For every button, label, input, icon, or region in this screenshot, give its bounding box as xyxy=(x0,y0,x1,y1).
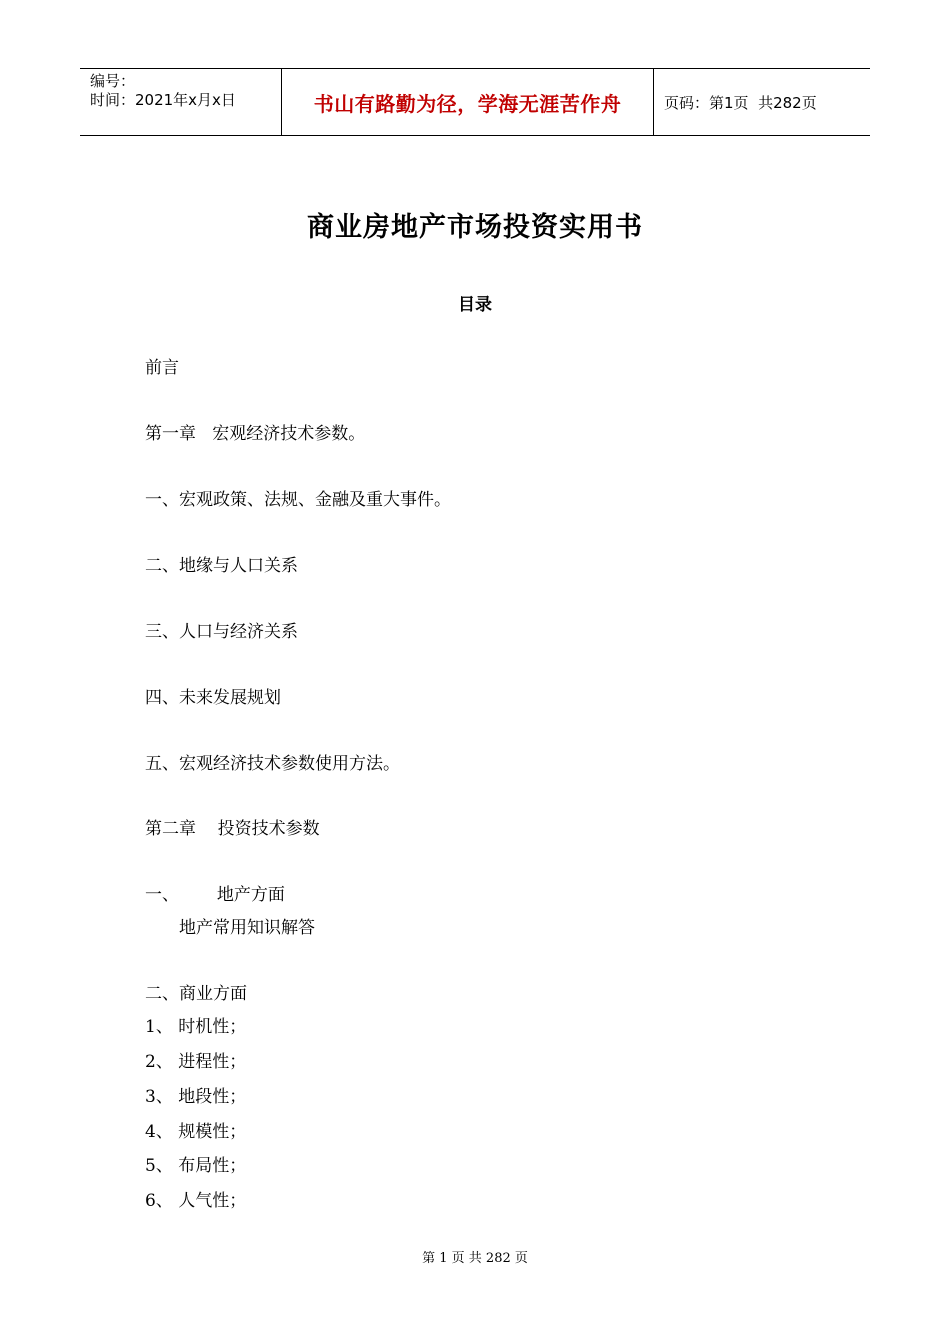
document-title: 商业房地产市场投资实用书 xyxy=(307,212,643,243)
toc-item-1-1: 一、宏观政策、法规、金融及重大事件。 xyxy=(145,490,451,510)
number-label: 编号： xyxy=(90,72,136,90)
toc-item-1-2: 二、地缘与人口关系 xyxy=(145,556,298,576)
list-item: 4、 规模性； xyxy=(145,1122,247,1142)
list-item: 5、 布局性； xyxy=(145,1156,247,1176)
page-header xyxy=(80,68,870,136)
list-item: 2、 进程性； xyxy=(145,1052,247,1072)
toc-item-chapter-1: 第一章 宏观经济技术参数。 xyxy=(145,424,366,444)
toc-item-chapter-2: 第二章 投资技术参数 xyxy=(145,819,320,839)
list-item: 3、 地段性； xyxy=(145,1087,247,1107)
toc-item-preface: 前言 xyxy=(145,358,179,378)
toc-item-1-4: 四、未来发展规划 xyxy=(145,688,281,708)
toc-heading: 目录 xyxy=(458,295,492,315)
page-footer: 第 1 页 共 282 页 xyxy=(422,1251,528,1266)
header-page-info: 页码：第1页 共282页 xyxy=(664,93,817,112)
toc-subitem-2-1: 地产常用知识解答 xyxy=(179,918,315,938)
toc-item-1-5: 五、宏观经济技术参数使用方法。 xyxy=(145,754,400,774)
list-item: 1、 时机性； xyxy=(145,1017,247,1037)
header-meta xyxy=(80,69,281,135)
date-label: 时间：2021年x月x日 xyxy=(90,91,236,109)
toc-item-1-3: 三、人口与经济关系 xyxy=(145,622,298,642)
list-item: 6、 人气性； xyxy=(145,1191,247,1211)
header-motto: 书山有路勤为径，学海无涯苦作舟 xyxy=(281,69,654,135)
toc-item-2-2: 二、商业方面 xyxy=(145,984,247,1004)
toc-item-2-1: 一、 地产方面 xyxy=(145,885,285,905)
